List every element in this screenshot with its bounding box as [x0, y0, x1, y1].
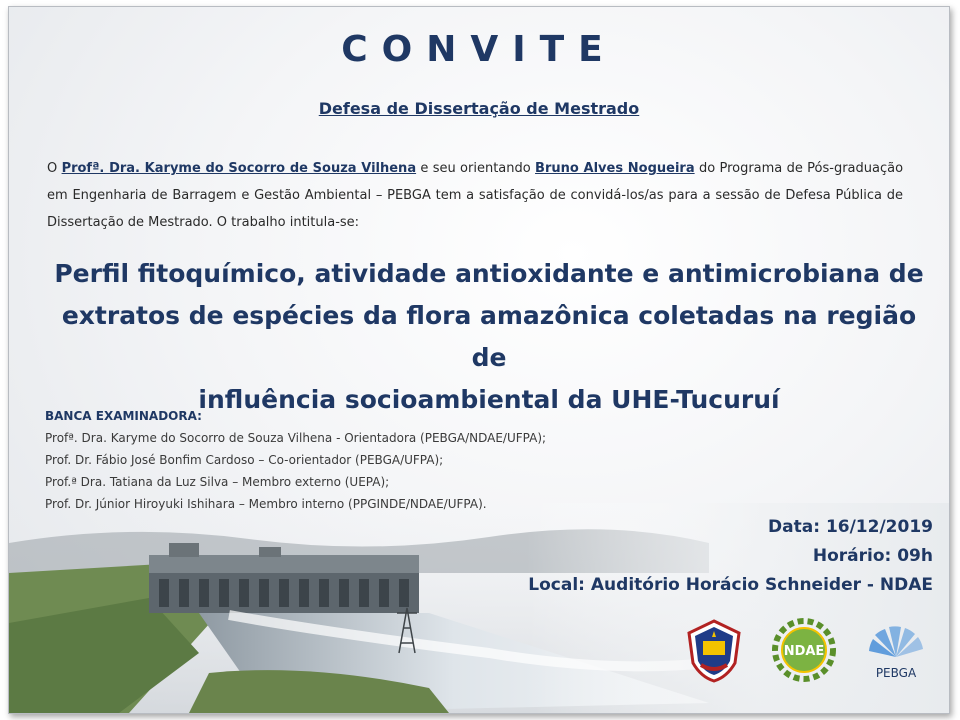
examining-board-heading: BANCA EXAMINADORA: — [45, 409, 202, 423]
event-info — [528, 513, 933, 600]
ndae-logo-text: NDAE — [783, 644, 825, 659]
thesis-title — [49, 253, 929, 421]
student-name: Bruno Alves Nogueira — [535, 161, 695, 176]
thesis-title-line: influência socioambiental da UHE-Tucuruí — [198, 385, 780, 414]
ufpa-crest-logo — [683, 619, 745, 683]
intro-middle: e seu orientando — [420, 161, 531, 176]
professor-name: Profª. Dra. Karyme do Socorro de Souza Vilhena — [61, 161, 417, 176]
thesis-title-line: Perfil fitoquímico, atividade antioxidante e antimicrobiana de — [54, 259, 924, 288]
thesis-title-line: extratos de espécies da flora amazônica coletadas na região de — [61, 301, 917, 372]
board-member: Prof.ª Dra. Tatiana da Luz Silva – Membro externo (UEPA); — [45, 475, 390, 489]
event-time: Horário: 09h — [812, 546, 933, 566]
event-date: Data: 16/12/2019 — [768, 517, 933, 537]
pebga-logo-text: PEBGA — [875, 666, 917, 680]
examining-board — [45, 405, 685, 515]
invitation-card — [8, 6, 950, 714]
subtitle: Defesa de Dissertação de Mestrado — [318, 99, 640, 118]
ndae-gear-logo — [771, 617, 837, 683]
board-member: Profª. Dra. Karyme do Socorro de Souza Vilhena - Orientadora (PEBGA/NDAE/UFPA); — [45, 431, 547, 445]
page-title: CONVITE — [341, 29, 617, 70]
intro-suffix: do Programa de Pós-graduação em Engenharia de Barragem e Gestão Ambiental – PEBGA tem a satisfação de convidá-los/as para a sessão de Defesa Pública de Dissertação de Mestrado. O trabalho intitula-se: — [47, 161, 904, 230]
intro-prefix: O — [47, 161, 58, 176]
intro-paragraph — [47, 155, 903, 236]
logos-row — [683, 613, 933, 683]
board-member: Prof. Dr. Júnior Hiroyuki Ishihara – Membro interno (PPGINDE/NDAE/UFPA). — [45, 497, 487, 511]
event-location: Local: Auditório Horácio Schneider - NDAE — [528, 575, 933, 595]
pebga-logo — [859, 621, 933, 683]
board-member: Prof. Dr. Fábio José Bonfim Cardoso – Co-orientador (PEBGA/UFPA); — [45, 453, 444, 467]
